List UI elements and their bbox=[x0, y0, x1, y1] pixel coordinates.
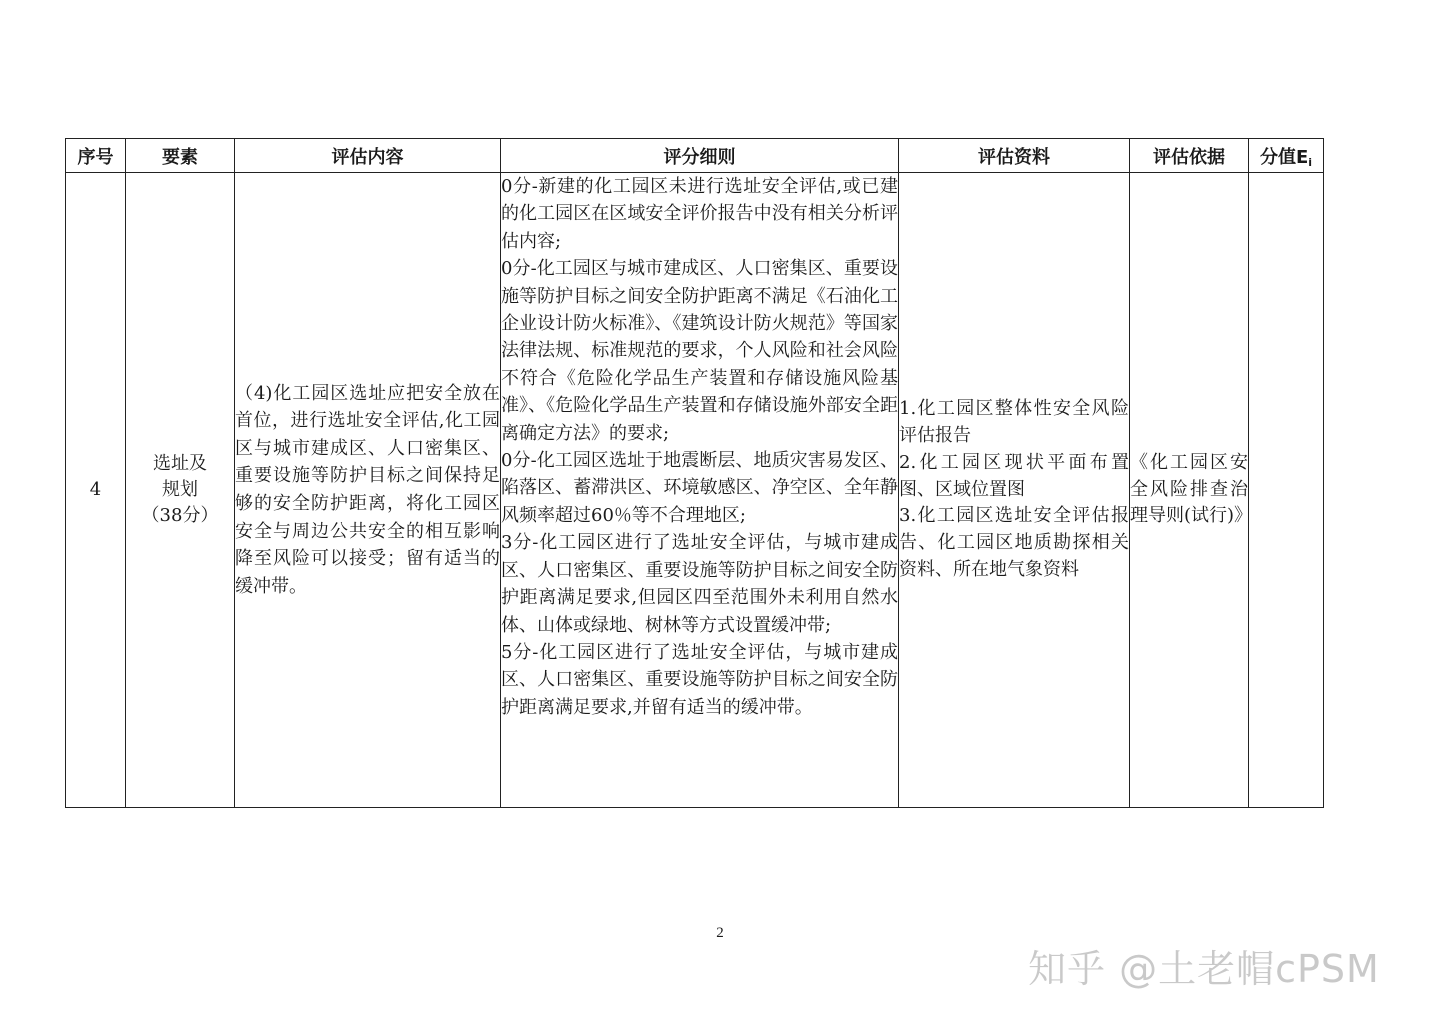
header-content: 评估内容 bbox=[235, 139, 501, 173]
page-number: 2 bbox=[716, 925, 724, 941]
element-line: （38分） bbox=[141, 505, 219, 526]
header-element: 要素 bbox=[126, 139, 235, 173]
cell-materials bbox=[899, 173, 1130, 808]
header-materials: 评估资料 bbox=[899, 139, 1130, 173]
rule-item: 0分-化工园区与城市建成区、人口密集区、重要设施等防护目标之间安全防护距离不满足《石油化工企业设计防火标准》、《建筑设计防火规范》等国家法律法规、标准规范的要求，个人风险和社会风险不符合《危险化学品生产装置和存储设施风险基准》、《危险化学品生产装置和存储设施外部安全距离确定方法》的要求; bbox=[501, 258, 898, 444]
header-rules: 评分细则 bbox=[501, 139, 899, 173]
cell-basis bbox=[1130, 173, 1253, 808]
header-score-label: 分值E bbox=[1259, 146, 1309, 168]
cell-content bbox=[235, 173, 501, 808]
header-score bbox=[1249, 139, 1324, 173]
rule-item: 5分-化工园区进行了选址安全评估，与城市建成区、人口密集区、重要设施等防护目标之间安全防护距离满足要求,并留有适当的缓冲带。 bbox=[501, 641, 898, 718]
element-line: 规划 bbox=[162, 479, 198, 500]
material-item: 2.化工园区现状平面布置图、区域位置图 bbox=[899, 451, 1129, 500]
material-item: 3.化工园区选址安全评估报告、化工园区地质勘探相关资料、所在地气象资料 bbox=[899, 505, 1129, 580]
cell-element bbox=[126, 173, 235, 808]
header-score-subscript: i bbox=[1308, 155, 1313, 169]
header-row bbox=[66, 139, 1324, 173]
rule-item: 0分-新建的化工园区未进行选址安全评估,或已建的化工园区在区域安全评价报告中没有相关分析评估内容; bbox=[501, 176, 898, 252]
basis-text: 《化工园区安全风险排查治理导则(试行)》 bbox=[1130, 451, 1253, 527]
rule-item: 0分-化工园区选址于地震断层、地质灾害易发区、陷落区、蓄滞洪区、环境敏感区、净空区、全年静风频率超过60％等不合理地区; bbox=[501, 450, 898, 526]
rule-item: 3分-化工园区进行了选址安全评估，与城市建成区、人口密集区、重要设施等防护目标之间安全防护距离满足要求,但园区四至范围外未利用自然水体、山体或绿地、树林等方式设置缓冲带; bbox=[501, 532, 898, 636]
watermark: 知乎 @土老帽cPSM bbox=[1028, 947, 1380, 991]
header-no: 序号 bbox=[66, 139, 126, 173]
material-item: 1.化工园区整体性安全风险评估报告 bbox=[899, 398, 1129, 446]
assessment-table bbox=[65, 138, 1324, 808]
cell-score bbox=[1249, 173, 1324, 808]
cell-no: 4 bbox=[66, 173, 126, 808]
table-row bbox=[66, 173, 1324, 808]
element-line: 选址及 bbox=[153, 453, 207, 474]
header-basis: 评估依据 bbox=[1130, 139, 1249, 173]
content-text: （4)化工园区选址应把安全放在首位，进行选址安全评估,化工园区与城市建成区、人口密集区、重要设施等防护目标之间保持足够的安全防护距离，将化工园区安全与周边公共安全的相互影响降至风险可以接受；留有适当的缓冲带。 bbox=[235, 382, 500, 597]
cell-rules bbox=[501, 173, 899, 808]
